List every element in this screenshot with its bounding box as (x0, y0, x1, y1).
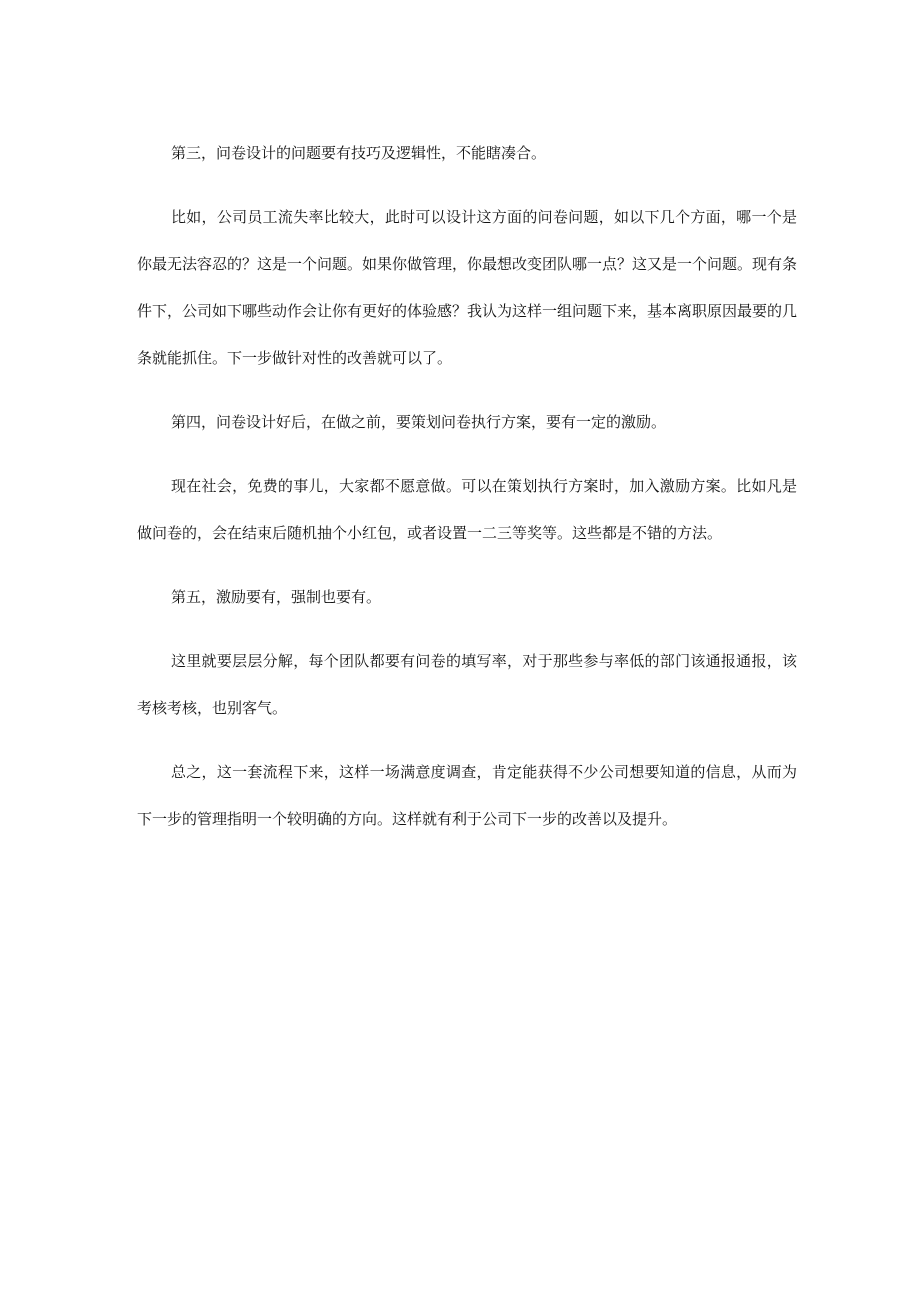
paragraph-conclusion: 总之，这一套流程下来，这样一场满意度调查，肯定能获得不少公司想要知道的信息，从而为下一步的管理指明一个较明确的方向。这样就有利于公司下一步的改善以及提升。 (137, 763, 797, 828)
paragraph-incentive-plan: 现在社会，免费的事儿，大家都不愿意做。可以在策划执行方案时，加入激励方案。比如凡是做问卷的，会在结束后随机抽个小红包，或者设置一二三等奖等。这些都是不错的方法。 (137, 477, 797, 542)
paragraph-point-four: 第四，问卷设计好后，在做之前，要策划问卷执行方案，要有一定的激励。 (171, 413, 667, 431)
paragraph-example-turnover: 比如，公司员工流失率比较大，此时可以设计这方面的问卷问题，如以下几个方面，哪一个是你最无法容忍的？这是一个问题。如果你做管理，你最想改变团队哪一点？这又是一个问题。现有条件下，公司如下哪些动作会让你有更好的体验感？我认为这样一组问题下来，基本离职原因最要的几条就能抓住。下一步做针对性的改善就可以了。 (137, 208, 798, 367)
paragraph-point-three: 第三，问卷设计的问题要有技巧及逻辑性，不能瞎凑合。 (171, 144, 547, 162)
document-body (137, 130, 797, 860)
paragraph-enforcement: 这里就要层层分解，每个团队都要有问卷的填写率，对于那些参与率低的部门该通报通报，该考核考核，也别客气。 (137, 652, 797, 717)
paragraph-point-five: 第五，激励要有，强制也要有。 (171, 588, 382, 606)
